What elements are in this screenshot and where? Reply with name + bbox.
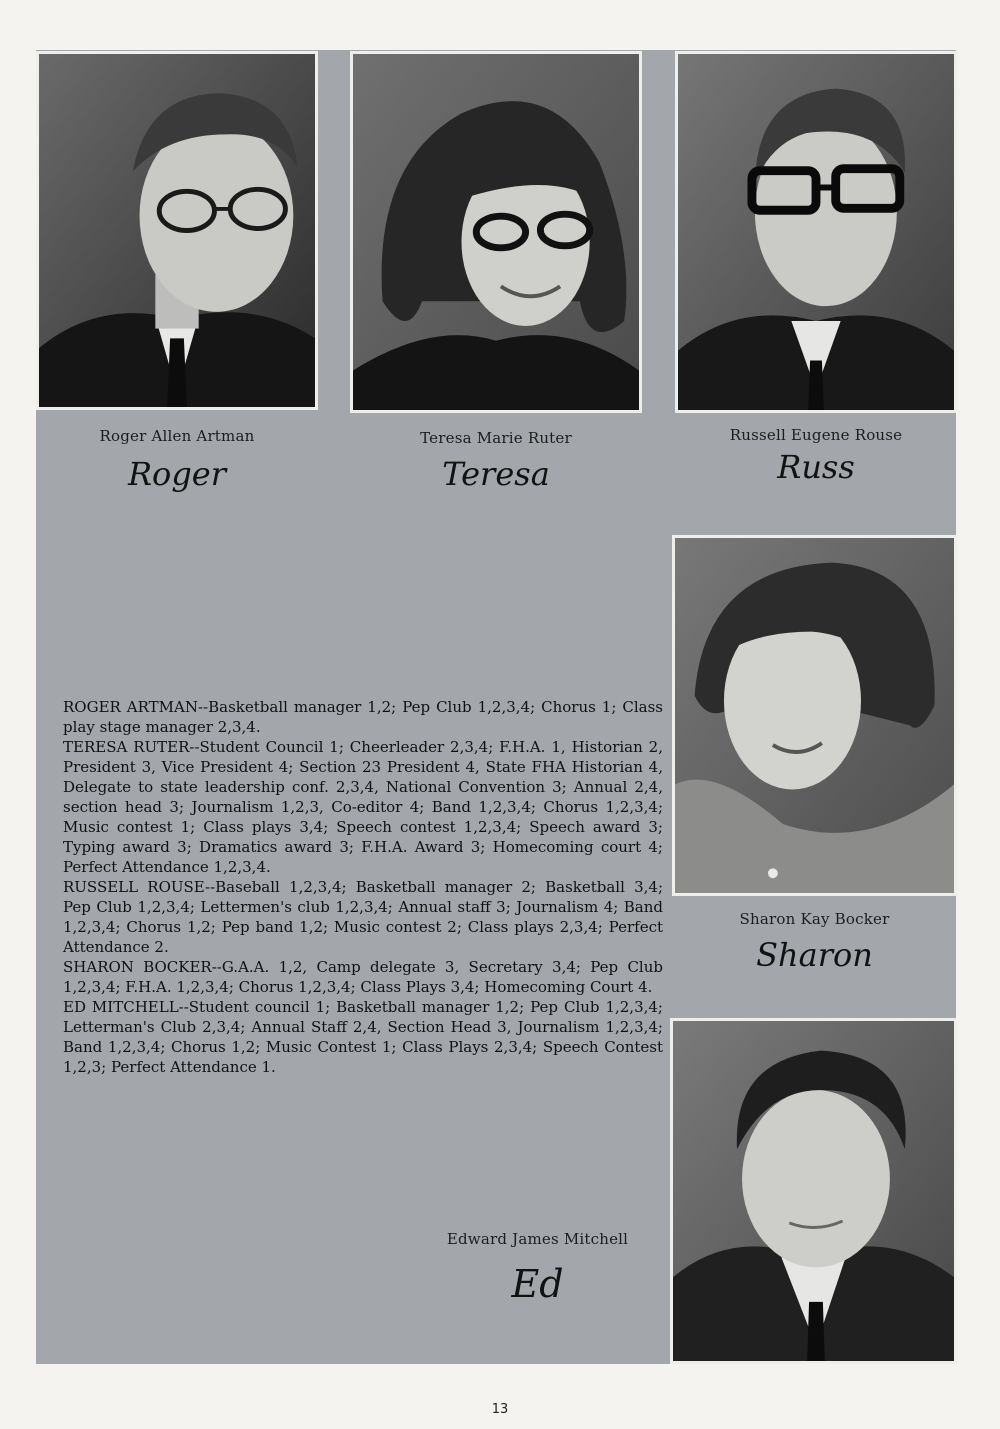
signature-teresa: Teresa xyxy=(442,455,550,493)
portrait-sharon xyxy=(672,535,957,896)
portrait-ed xyxy=(670,1018,957,1364)
portrait-teresa xyxy=(350,51,642,413)
student-name-teresa: Teresa Marie Ruter xyxy=(420,429,572,447)
portrait-roger xyxy=(36,51,318,410)
bio-roger: ROGER ARTMAN--Basketball manager 1,2; Pep Club 1,2,3,4; Chorus 1; Class play stage manager 2,3,4. xyxy=(63,698,663,736)
student-name-ed: Edward James Mitchell xyxy=(446,1230,629,1248)
student-name-roger: Roger Allen Artman xyxy=(99,427,255,445)
portrait-photo xyxy=(353,54,639,410)
signature-ed: Ed xyxy=(511,1262,564,1306)
portrait-russell xyxy=(675,51,957,413)
signature-sharon: Sharon xyxy=(756,936,873,974)
signature-russell: Russ xyxy=(777,448,855,486)
portrait-photo xyxy=(673,1021,954,1361)
portrait-photo xyxy=(678,54,954,410)
student-name-russell: Russell Eugene Rouse xyxy=(729,426,903,444)
bio-ed: ED MITCHELL--Student council 1; Basketball manager 1,2; Pep Club 1,2,3,4; Letterman's Club 2,3,4; Annual Staff 2,4, Section Head 3, Journalism 1,2,3,4; Band 1,2,3,4; Chorus 1,2; Music Contest 1; Class Plays 2,3,4; Speech Contest 1,2,3; Perfect Attendance 1. xyxy=(63,998,663,1076)
portrait-photo xyxy=(39,54,315,407)
bio-sharon: SHARON BOCKER--G.A.A. 1,2, Camp delegate 3, Secretary 3,4; Pep Club 1,2,3,4; F.H.A. 1,2,3,4; Chorus 1,2,3,4; Class Plays 3,4; Homecoming Court 4. xyxy=(63,958,663,996)
portrait-photo xyxy=(675,538,954,893)
bio-russell: RUSSELL ROUSE--Baseball 1,2,3,4; Basketball manager 2; Basketball 3,4; Pep Club 1,2,3,4; Lettermen's club 1,2,3,4; Annual staff 3; Journalism 4; Band 1,2,3,4; Chorus 1,2; Pep band 1,2; Music contest 2; Class plays 2,3,4; Perfect Attendance 2. xyxy=(63,878,663,956)
activity-bios xyxy=(63,697,663,1077)
student-name-sharon: Sharon Kay Bocker xyxy=(739,910,890,928)
bio-teresa: TERESA RUTER--Student Council 1; Cheerleader 2,3,4; F.H.A. 1, Historian 2, President 3, Vice President 4; Section 23 President 4, State FHA Historian 4, Delegate to state leadership conf. 2,3,4, National Convention 3; Annual 2,4, section head 3; Journalism 1,2,3, Co-editor 4; Band 1,2,3,4; Chorus 1,2,3,4; Music contest 1; Class plays 3,4; Speech contest 1,2,3,4; Speech award 3; Typing award 3; Dramatics award 3; F.H.A. Award 3; Homecoming court 4; Perfect Attendance 1,2,3,4. xyxy=(63,738,663,876)
signature-roger: Roger xyxy=(127,455,227,493)
page-number: 13 xyxy=(491,1402,509,1417)
